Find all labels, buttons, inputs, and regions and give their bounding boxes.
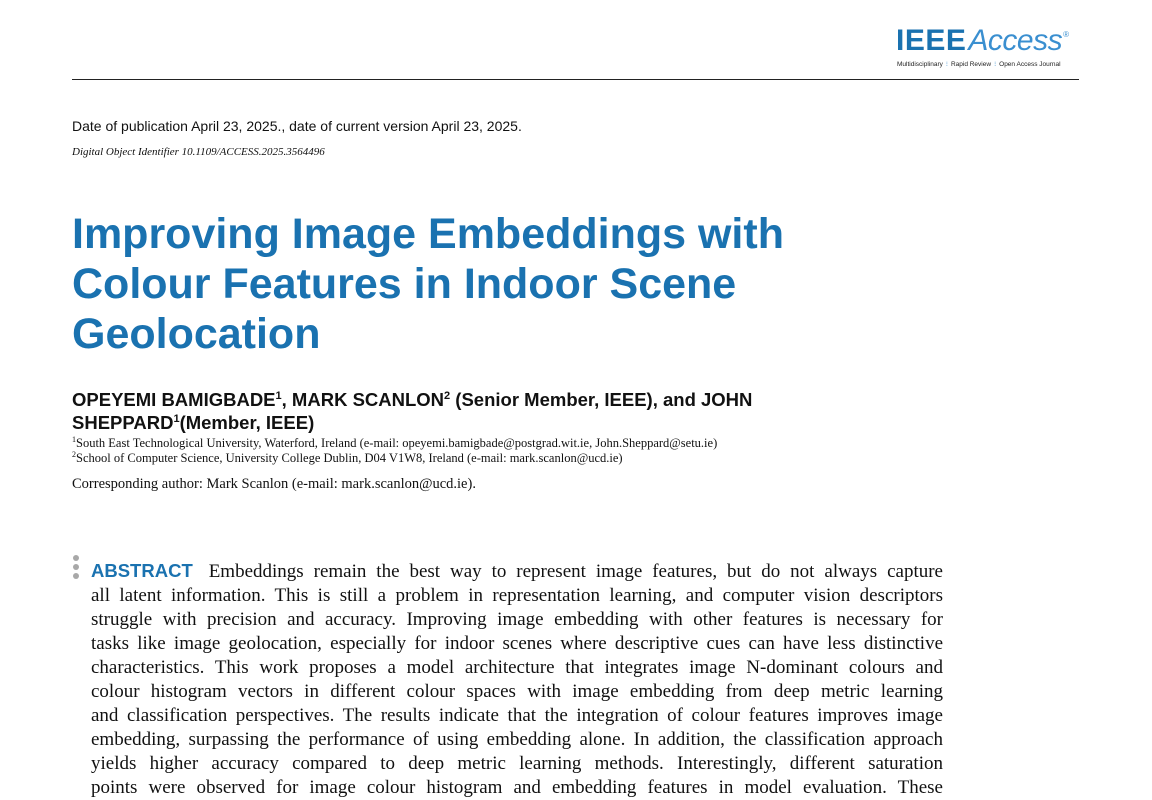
logo-registered-mark: ® [1063, 30, 1069, 39]
author-name: OPEYEMI BAMIGBADE [72, 389, 276, 410]
logo-ieee-text: IEEE [896, 24, 967, 57]
logo-tagline-item: Open Access Journal [999, 61, 1061, 68]
title-line: Colour Features in Indoor Scene [72, 260, 737, 308]
abstract-line: and classification perspectives. The results indicate that the integration of colour features improves image [91, 705, 943, 726]
handle-dot [73, 573, 79, 579]
abstract-line: points were observed for image colour histogram and embedding features in model evaluation. These [91, 777, 943, 798]
author-name: SHEPPARD [72, 412, 174, 433]
abstract-text: Embeddings remain the best way to represent image features, but do not always capture [208, 561, 943, 582]
handle-dot [73, 564, 79, 570]
abstract-line: colour histogram vectors in different colour spaces with image embedding from deep metric learning [91, 681, 943, 702]
doi-line: Digital Object Identifier 10.1109/ACCESS.2025.3564496 [72, 146, 325, 158]
handle-dot [73, 555, 79, 561]
drag-handle-icon[interactable] [73, 555, 81, 581]
logo-tagline-separator: ⁝ [994, 61, 997, 68]
abstract [91, 559, 943, 800]
abstract-line: characteristics. This work proposes a model architecture that integrates image N-dominant colours and [91, 657, 943, 678]
affiliation [72, 436, 717, 451]
title-line: Geolocation [72, 310, 321, 358]
affiliation-number: 1 [72, 435, 76, 444]
abstract-line: yields higher accuracy compared to deep metric learning methods. Interestingly, different saturation [91, 753, 943, 774]
abstract-line: struggle with precision and accuracy. Improving image embedding with other features is necessary for [91, 609, 943, 630]
affiliation-text: School of Computer Science, University College Dublin, D04 V1W8, Ireland (e-mail: mark.scanlon@ucd.ie) [76, 451, 623, 465]
affiliation-text: South East Technological University, Waterford, Ireland (e-mail: opeyemi.bamigbade@postgrad.wit.ie, John.Sheppard@setu.ie) [76, 436, 718, 450]
author-list [72, 388, 832, 434]
affiliation-marker: 1 [173, 413, 180, 425]
affiliation-marker: 2 [444, 390, 451, 402]
abstract-line: tasks like image geolocation, especially for indoor scenes where descriptive cues can have less distinctive [91, 633, 943, 654]
abstract-line: all latent information. This is still a problem in representation learning, and computer vision descriptors [91, 585, 943, 606]
logo-tagline-separator: ⁝ [945, 61, 948, 68]
abstract-heading: ABSTRACT [91, 560, 193, 581]
affiliation-number: 2 [72, 450, 76, 459]
affiliation [72, 451, 623, 466]
author-role: (Senior Member, IEEE), and JOHN [450, 389, 753, 410]
title-line: Improving Image Embeddings with [72, 210, 784, 258]
author-line [72, 388, 832, 411]
ieee-access-logo [896, 24, 1078, 74]
header-divider [72, 79, 1079, 80]
logo-tagline-item: Multidisciplinary [897, 61, 943, 68]
author-name: , MARK SCANLON [281, 389, 445, 410]
author-line [72, 411, 832, 434]
corresponding-author: Corresponding author: Mark Scanlon (e-mail: mark.scanlon@ucd.ie). [72, 476, 476, 492]
publication-dates: Date of publication April 23, 2025., date of current version April 23, 2025. [72, 118, 522, 134]
logo-tagline [897, 60, 1078, 68]
logo-tagline-item: Rapid Review [950, 61, 992, 68]
paper-title [72, 209, 872, 359]
abstract-line: embedding, surpassing the performance of using embedding alone. In addition, the classification approach [91, 729, 943, 750]
affiliation-marker: 1 [275, 390, 282, 402]
logo-access-text: Access [968, 24, 1063, 57]
logo-wordmark [896, 24, 1078, 58]
author-role: (Member, IEEE) [179, 412, 315, 433]
abstract-line [91, 559, 943, 584]
